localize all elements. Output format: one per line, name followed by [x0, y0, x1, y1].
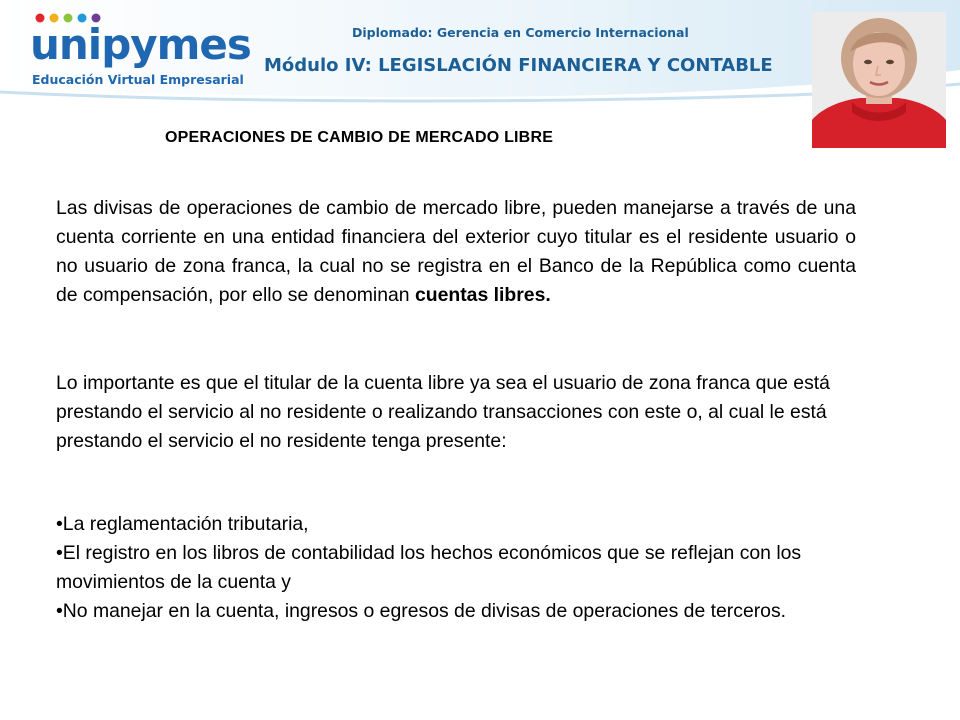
unipymes-logo	[30, 10, 251, 90]
bullet-item: •No manejar en la cuenta, ingresos o egresos de divisas de operaciones de terceros.	[56, 600, 787, 622]
bullet-list	[56, 510, 846, 626]
paragraph-2: Lo importante es que el titular de la cuenta libre ya sea el usuario de zona franca que está prestando el servicio al no residente o realizando transacciones con este o, al cual le está prestando el servicio el no residente tenga presente:	[56, 372, 830, 452]
course-title: Diplomado: Gerencia en Comercio Internacional	[352, 25, 689, 40]
logo-wordmark	[30, 20, 251, 70]
paragraph-1-bold: cuentas libres.	[414, 284, 551, 306]
logo-wordmark-text: unipymes	[30, 20, 251, 69]
bullet-item: •El registro en los libros de contabilidad los hechos económicos que se reflejan con los movimientos de la cuenta y	[56, 542, 802, 593]
paragraph-1-text: Las divisas de operaciones de cambio de mercado libre, pueden manejarse a través de una cuenta corriente en una entidad financiera del exterior cuyo titular es el residente usuario o no usuario de zona franca, la cual no se registra en el Banco de la República como cuenta de compensación, por ello se denominan	[56, 197, 856, 306]
page-heading: OPERACIONES DE CAMBIO DE MERCADO LIBRE	[165, 129, 554, 146]
instructor-portrait	[812, 12, 946, 148]
paragraph-1	[56, 194, 856, 310]
logo-tagline: Educación Virtual Empresarial	[32, 72, 244, 87]
module-title: Módulo IV: LEGISLACIÓN FINANCIERA Y CONTABLE	[264, 55, 773, 76]
instructor-photo	[812, 12, 946, 148]
bullet-item: •La reglamentación tributaria,	[56, 513, 309, 535]
